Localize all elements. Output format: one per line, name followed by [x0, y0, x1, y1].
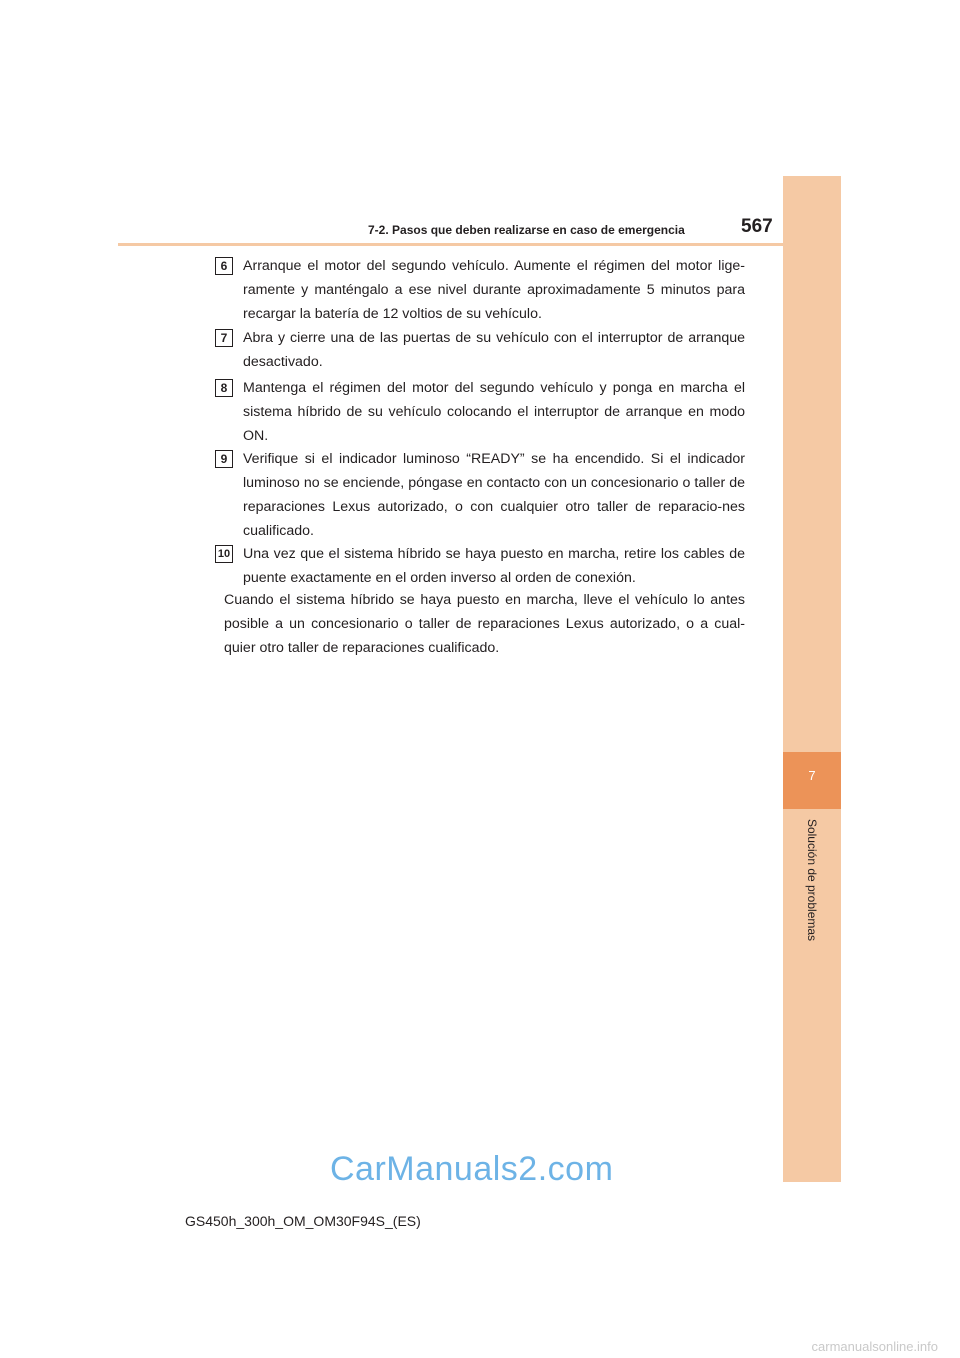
step-number-badge: 6 — [215, 257, 233, 275]
chapter-side-tab — [783, 176, 841, 1182]
step-number-badge: 10 — [215, 545, 233, 563]
chapter-label: Solución de problemas — [805, 818, 819, 942]
step-text: Mantenga el régimen del motor del segundo vehículo y ponga en marcha el sistema híbrido de su vehículo colocando el interruptor de arranque en modo ON. — [243, 380, 745, 444]
step-10 — [215, 542, 745, 590]
step-text: Arranque el motor del segundo vehículo. Aumente el régimen del motor lige-ramente y manténgalo a ese nivel durante aproximadamente 5 minutos para recargar la batería de 12 voltios de su vehículo. — [243, 258, 745, 322]
step-9 — [215, 447, 745, 543]
page-number: 567 — [741, 216, 773, 237]
site-watermark: carmanualsonline.info — [811, 1339, 938, 1354]
step-text: Abra y cierre una de las puertas de su vehículo con el interruptor de arranque desactivado. — [243, 330, 745, 370]
section-header: 7-2. Pasos que deben realizarse en caso de emergencia — [368, 223, 685, 237]
step-number-badge: 8 — [215, 379, 233, 397]
document-code-footer: GS450h_300h_OM_OM30F94S_(ES) — [185, 1213, 421, 1229]
step-8 — [215, 376, 745, 448]
chapter-number: 7 — [808, 768, 816, 783]
step-number-badge: 9 — [215, 450, 233, 468]
step-text: Una vez que el sistema híbrido se haya puesto en marcha, retire los cables de puente exactamente en el orden inverso al orden de conexión. — [243, 546, 745, 586]
watermark-logo: CarManuals2.com — [330, 1150, 614, 1188]
step-6 — [215, 254, 745, 326]
step-text: Verifique si el indicador luminoso “READY” se ha encendido. Si el indicador luminoso no se enciende, póngase en contacto con un concesionario o taller de reparaciones Lexus autorizado, o con cualquier otro taller de reparacio-nes cualificado. — [243, 451, 745, 539]
header-rule — [118, 243, 840, 246]
step-number-badge: 7 — [215, 329, 233, 347]
closing-paragraph: Cuando el sistema híbrido se haya puesto en marcha, lleve el vehículo lo antes posible a un concesionario o taller de reparaciones Lexus autorizado, o a cual-quier otro taller de reparaciones cualificado. — [224, 592, 745, 656]
step-7 — [215, 326, 745, 374]
